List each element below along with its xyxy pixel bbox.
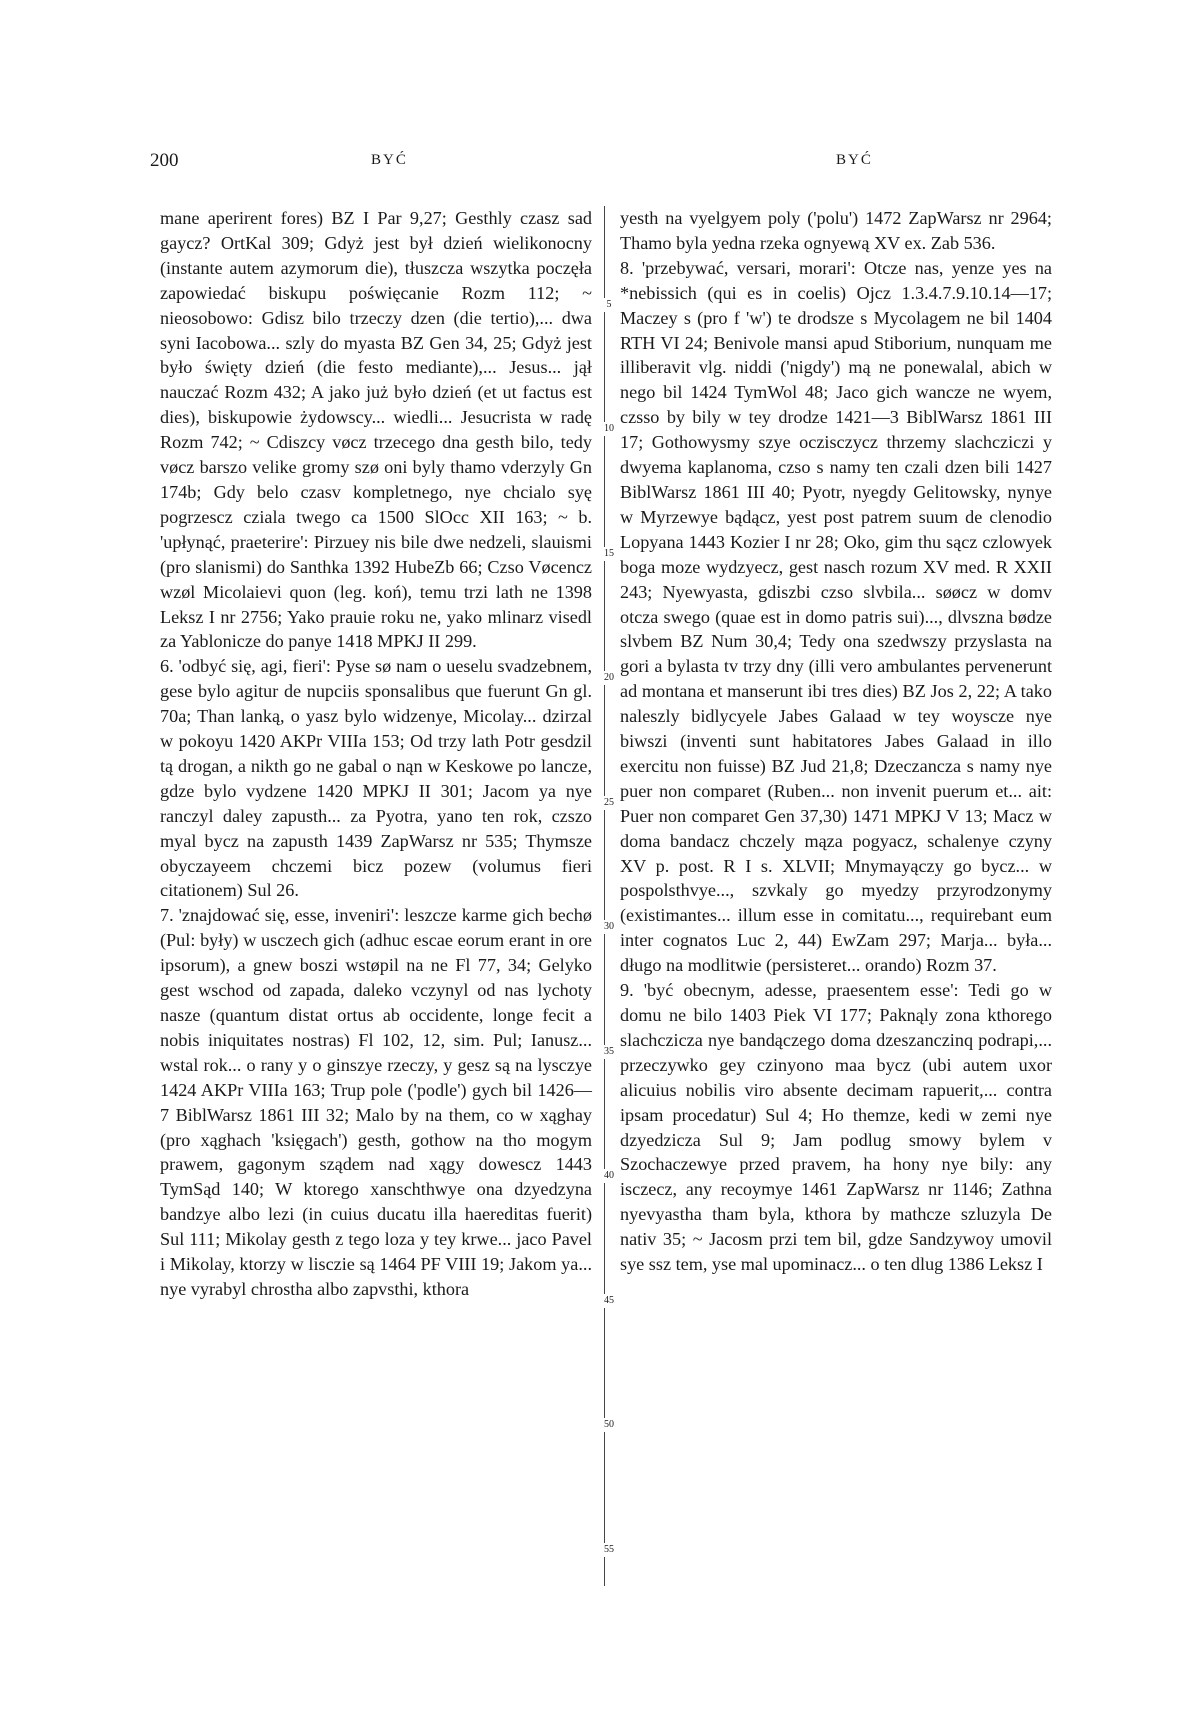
left-running-head: BYĆ	[371, 152, 408, 168]
right-running-head: BYĆ	[836, 152, 873, 168]
line-number: 5	[598, 298, 620, 312]
right-column	[620, 206, 1052, 1277]
page-number: 200	[150, 150, 179, 171]
paragraph: yesth na vyelgyem poly ('polu') 1472 ZapWarsz nr 2964; Thamo byla yedna rzeka ognyewą XV ex. Zab 536.	[620, 208, 1052, 253]
running-header	[0, 150, 1180, 180]
paragraph: 8. 'przebywać, versari, morari': Otcze nas, yenze yes na *nebissich (qui es in coelis) Ojcz 1.3.4.7.9.10.14—17; Maczey s (pro f 'w') te drodsze s Mycolagem ne bil 1404 RTH VI 24; Benivole mansi apud Stiborium, nunquam me illiberavit vlg. niddi ('nigdy') mą ne ponewalal, abich w nego bil 1424 TymWol 48; Jaco gich wancze ne wyem, czsso by bily w tey drodze 1421—3 BiblWarsz 1861 III 17; Gothowysmy szye oczisczycz thrzemy slachcziczi y dwyema kaplanoma, czso s namy ten czali dzen bili 1427 BiblWarsz 1861 III 40; Pyotr, nyegdy Gelitowsky, nynye w Myrzewye bądącz, yest post patrem suum de clenodio Lopyana 1443 Kozier I nr 28; Oko, gim thu sącz czlowyek boga moze wydzyecz, gest nasch rozum XV med. R XXII 243; Nyewyasta, gdiszbi czso slvbila... søøcz w domv otcza swego (quae est in domo patris sui)..., dlvszna bødze slvbem BZ Num 30,4; Tedy ona szedwszy przyslasta na gori a bylasta tv trzy dny (illi vero ambulantes pervenerunt ad montana et manserunt ibi tres dies) BZ Jos 2, 22; A tako naleszly bidlycyele Jabes Galaad w tey woyscze nye biwszi (inventi sunt habitatores Jabes Galaad in illo exercitu non fuisse) BZ Jud 21,8; Dzeczancza s namy nye puer non comparet (Ruben... non invenit puerum et... ait: Puer non comparet Gen 37,30) 1471 MPKJ V 13; Macz w doma bandacz chczely mąza pogyacz, schalenye czyny XV p. post. R I s. XLVII; Mnymayączy go bycz... w pospolsthvye..., szvkaly go myedzy przyrodzonymy (existimantes... illum esse in comitatu..., requirebant eum inter cognatos Luc 2, 44) EwZam 297; Marja... była... długo na modlitwie (persisteret... orando) Rozm 37.	[620, 257, 1052, 976]
line-number: 50	[598, 1418, 620, 1432]
column-divider	[604, 206, 605, 1586]
line-number: 15	[598, 547, 620, 561]
paragraph: 9. 'być obecnym, adesse, praesentem esse': Tedi go w domu ne bilo 1403 Piek VI 177; Paknąly zona kthorego slachczicza nye bandączego doma dzeszanczinq podrapi,... przeczywko gey czinyono maa bycz (ubi autem uxor alicuius nobilis viro absente decimam rapuerit,... contra ipsam procedatur) Sul 4; Ho themze, kedi w zemi nye dzyedzicza Sul 9; Jam podlug smowy bylem v Szochaczewye przed pravem, ha hony nye bily: any isczecz, any recoymye 1461 ZapWarsz nr 1146; Zathna nyevyastha tham byla, kthora by mathcze szluzyla De nativ 35; ~ Jacosm przi tem bil, gdze Sandzywoy umovil sye ssz tem, yse mal upominacz... o ten dlug 1386 Leksz I	[620, 980, 1052, 1275]
paragraph: 6. 'odbyć się, agi, fieri': Pyse sø nam o ueselu svadzebnem, gese bylo agitur de nupciis sponsalibus que fuerunt Gn gl. 70a; Than lanką, o yasz bylo widzenye, Micolay... dzirzal w pokoyu 1420 AKPr VIIIa 153; Od trzy lath Potr gesdzil tą drogan, a nikth go ne gabal o nąn w Keskowe po lancze, gdze bylo vydzene 1420 MPKJ II 301; Jacom ya nye ranczyl daley zapusth... za Pyotra, yano ten rok, czszo myal bycz na zapusth 1439 ZapWarsz nr 535; Thymsze obyczayeem chczemi bicz pozew (volumus fieri citationem) Sul 26.	[160, 656, 592, 901]
line-number: 55	[598, 1543, 620, 1557]
line-number: 40	[598, 1169, 620, 1183]
paragraph: 7. 'znajdować się, esse, inveniri': leszcze karme gich bechø (Pul: były) w usczech gich (adhuc escae eorum erant in ore ipsorum), a gnew boszi wstøpil na ne Fl 77, 34; Gelyko gest wschod od zapada, daleko vczynyl od nas lychoty nasze (quantum distat ortus ab occidente, longe fecit a nobis iniquitates nostras) Fl 102, 12, sim. Pul; Ianusz... wstal rok... o rany y o ginszye rzeczy, y gesz są na lysczye 1424 AKPr VIIIa 163; Trup pole ('podle') gych bil 1426—7 BiblWarsz 1861 III 32; Malo by na them, co w xąghay (pro xąghach 'księgach') gesth, gothow na tho mogym prawem, gagonym sządem nad xągy dowescz 1443 TymSąd 140; W ktorego xanschthwye ona dzyedzyna bandzye albo lezi (in cuius ducatu illa haereditas fuerit) Sul 111; Mikolay gesth z tego loza y tey krwe... jaco Pavel i Mikolay, ktorzy w lisczie są 1464 PF VIII 19; Jakom ya... nye vyrabyl chrostha albo zapvsthi, kthora	[160, 905, 592, 1299]
line-number: 45	[598, 1294, 620, 1308]
line-number: 30	[598, 920, 620, 934]
line-number: 25	[598, 796, 620, 810]
line-number: 35	[598, 1045, 620, 1059]
paragraph: mane aperirent fores) BZ I Par 9,27; Gesthly czasz sad gaycz? OrtKal 309; Gdyż jest był dzień wielikonocny (instante autem azymorum die), tłuszcza wszytka poczęła zapowiedać biskupu poświęcanie Rozm 112; ~ nieosobowo: Gdisz bilo trzeczy dzen (die tertio),... dwa syni Iacobowa... szly do myasta BZ Gen 34, 25; Gdyż jest było święty dzień (die festo mediante),... Jesus... jął nauczać Rozm 432; A jako już było dzień (et ut factus est dies), biskupowie żydowscy... wiedli... Jesucrista w radę Rozm 742; ~ Cdiszcy vøcz trzecego dna gesth bilo, tedy vøcz barszo velike gromy szø oni byly thamo vderzyly Gn 174b; Gdy belo czasv kompletnego, nye chcialo syę pogrzescz cziala twego ca 1500 SlOcc XII 163; ~ b. 'upłynąć, praeterire': Pirzuey nis bile dwe nedzeli, slauismi (pro slanismi) do Santhka 1392 HubeZb 66; Czso Vøcencz wzøl Micolaievi quon (leg. koń), temu trzi lath ne 1398 Leksz I nr 2756; Yako prauie roku ne, yako mlinarz visedl za Yablonicze do panye 1418 MPKJ II 299.	[160, 208, 592, 652]
line-number: 10	[598, 422, 620, 436]
left-column	[160, 206, 592, 1302]
line-number: 20	[598, 671, 620, 685]
